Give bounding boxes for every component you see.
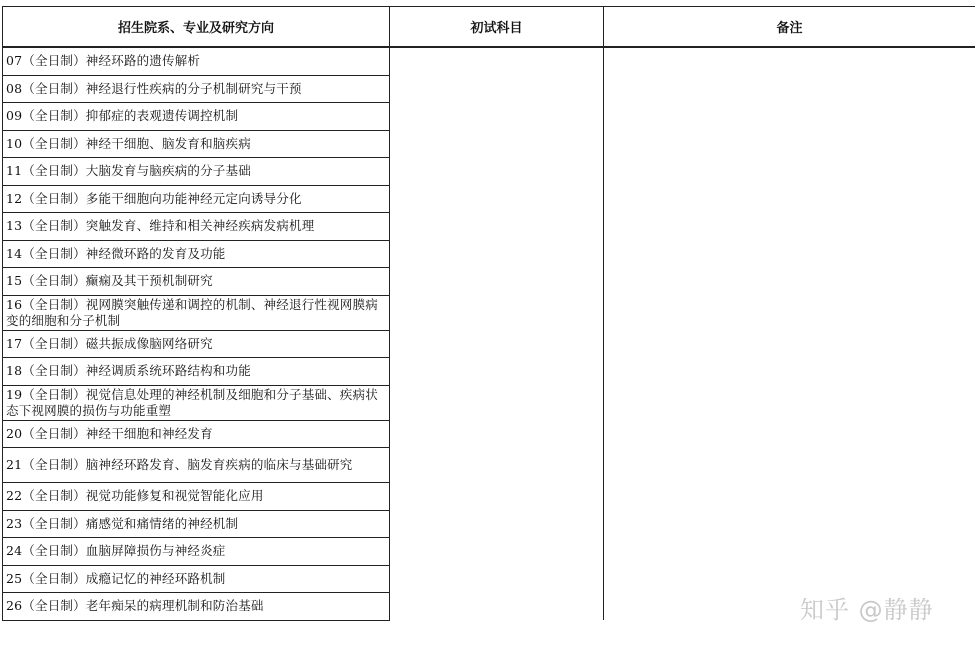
research-direction-cell: 07（全日制）神经环路的遗传解析 <box>3 47 390 75</box>
remarks-cell <box>604 47 976 620</box>
research-direction-cell: 26（全日制）老年痴呆的病理机制和防治基础 <box>3 593 390 621</box>
research-direction-cell: 14（全日制）神经微环路的发育及功能 <box>3 240 390 268</box>
research-direction-cell: 20（全日制）神经干细胞和神经发育 <box>3 420 390 448</box>
header-direction: 招生院系、专业及研究方向 <box>3 7 390 48</box>
research-direction-cell: 21（全日制）脑神经环路发育、脑发育疾病的临床与基础研究 <box>3 448 390 483</box>
research-direction-cell: 13（全日制）突触发育、维持和相关神经疾病发病机理 <box>3 213 390 241</box>
research-direction-cell: 15（全日制）癫痫及其干预机制研究 <box>3 268 390 296</box>
research-direction-cell: 22（全日制）视觉功能修复和视觉智能化应用 <box>3 483 390 511</box>
research-direction-cell: 12（全日制）多能干细胞向功能神经元定向诱导分化 <box>3 185 390 213</box>
research-direction-cell: 18（全日制）神经调质系统环路结构和功能 <box>3 358 390 386</box>
research-direction-cell: 24（全日制）血脑屏障损伤与神经炎症 <box>3 538 390 566</box>
header-exam-subjects: 初试科目 <box>390 7 604 48</box>
table-row <box>3 47 976 75</box>
admissions-table-sheet <box>2 6 975 649</box>
research-direction-cell: 11（全日制）大脑发育与脑疾病的分子基础 <box>3 158 390 186</box>
admissions-table <box>2 6 975 621</box>
research-direction-cell: 19（全日制）视觉信息处理的神经机制及细胞和分子基础、疾病状态下视网膜的损伤与功能重塑 <box>3 385 390 420</box>
exam-subjects-cell <box>390 47 604 620</box>
research-direction-cell: 09（全日制）抑郁症的表观遗传调控机制 <box>3 103 390 131</box>
research-direction-cell: 25（全日制）成瘾记忆的神经环路机制 <box>3 565 390 593</box>
header-remarks: 备注 <box>604 7 976 48</box>
research-direction-cell: 08（全日制）神经退行性疾病的分子机制研究与干预 <box>3 75 390 103</box>
research-direction-cell: 23（全日制）痛感觉和痛情绪的神经机制 <box>3 510 390 538</box>
research-direction-cell: 16（全日制）视网膜突触传递和调控的机制、神经退行性视网膜病变的细胞和分子机制 <box>3 295 390 330</box>
table-header-row <box>3 7 976 48</box>
zhihu-watermark: 知乎 @静静 <box>800 596 934 624</box>
research-direction-cell: 10（全日制）神经干细胞、脑发育和脑疾病 <box>3 130 390 158</box>
research-direction-cell: 17（全日制）磁共振成像脑网络研究 <box>3 330 390 358</box>
